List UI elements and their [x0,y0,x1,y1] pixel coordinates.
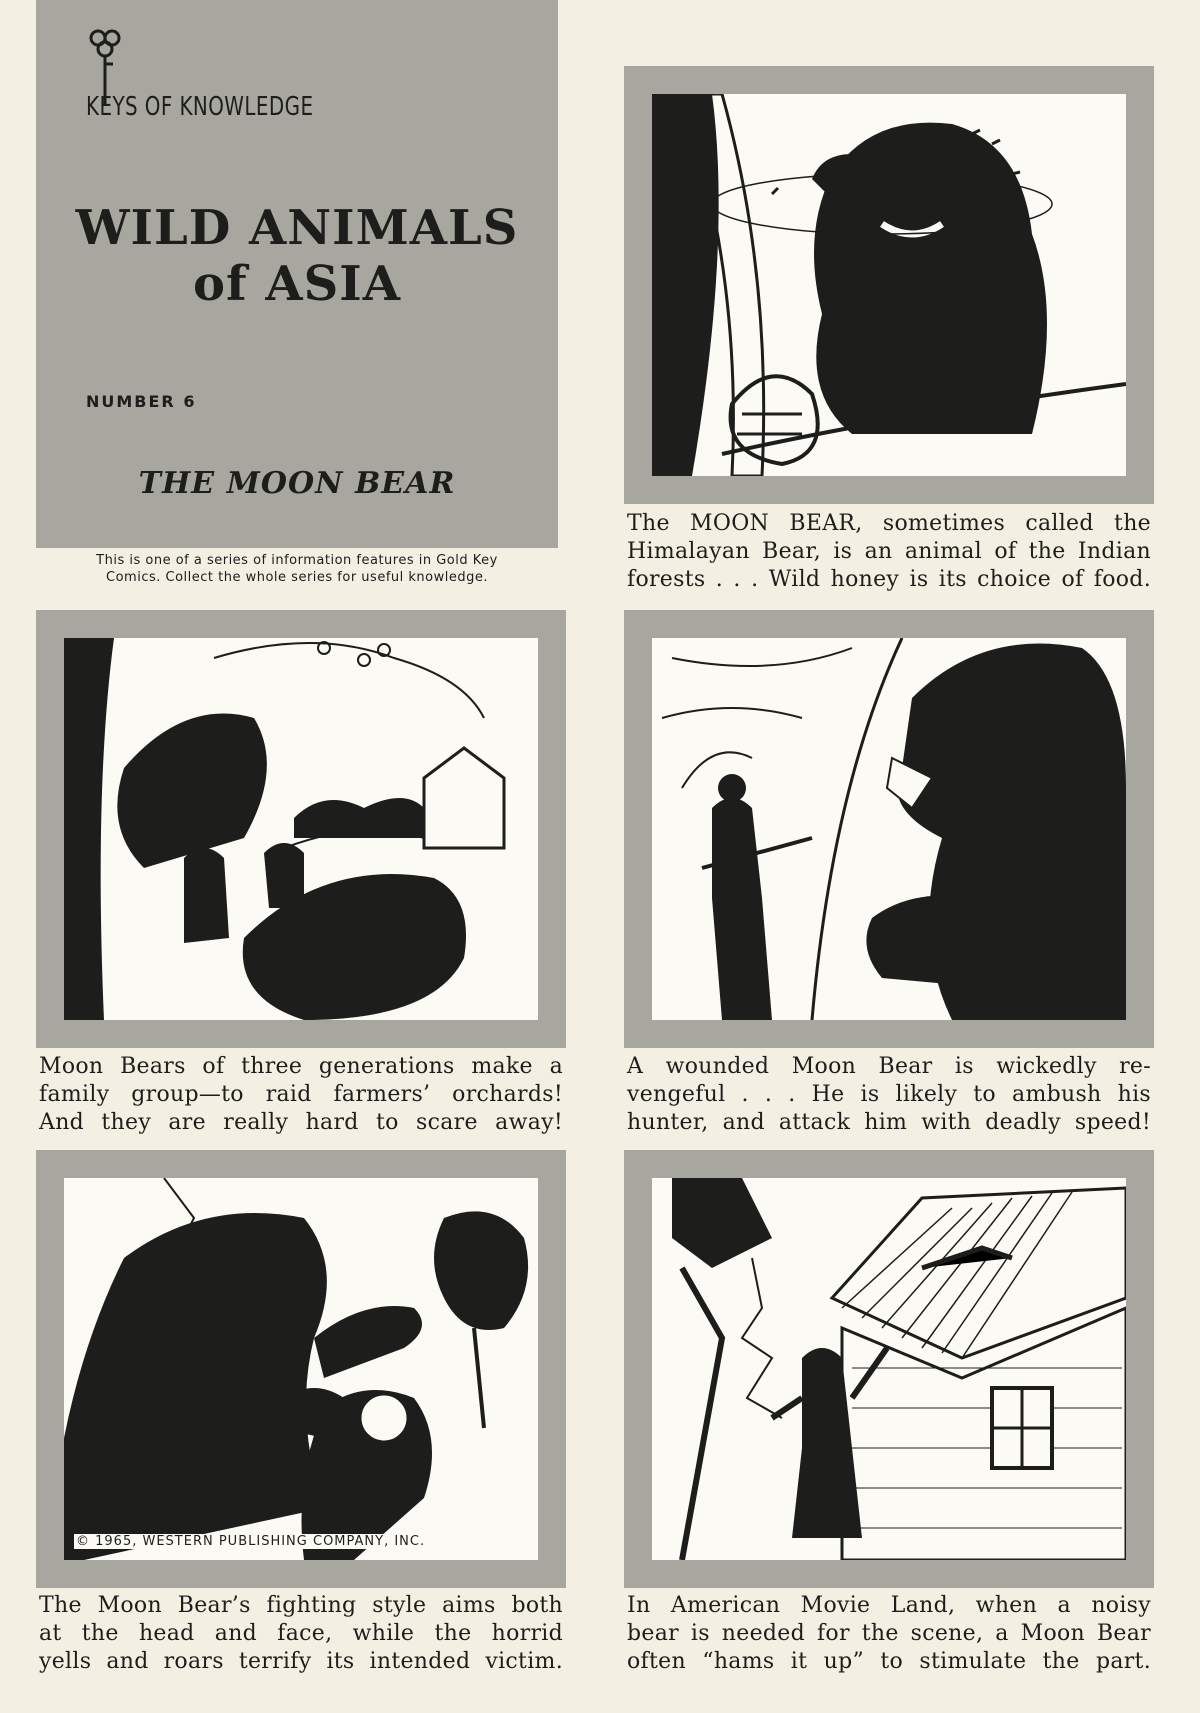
panel-1-frame [624,66,1154,504]
subtitle: THE MOON BEAR [138,466,456,501]
bear-ambush-illustration [652,638,1126,1020]
page-title [36,200,558,312]
panel-1-illustration [652,94,1126,476]
caption-line: In American Movie Land, when a noisy [627,1593,1151,1618]
panel-5-illustration [652,1178,1126,1560]
panel-5-caption [627,1592,1151,1676]
series-note [36,552,558,586]
caption-line: And they are really hard to scare away! [39,1110,563,1135]
panel-2-illustration [64,638,538,1020]
caption-line: forests . . . Wild honey is its choice of food. [627,567,1151,592]
panel-4-frame [36,1150,566,1588]
caption-line: Himalayan Bear, is an animal of the Indian [627,539,1151,564]
caption-line: Moon Bears of three generations make a [39,1054,563,1079]
note-line-1: This is one of a series of information features in Gold Key [96,553,498,568]
panel-2-caption [39,1053,563,1137]
caption-line: family group—to raid farmers’ orchards! [39,1082,563,1107]
panel-4-illustration [64,1178,538,1560]
caption-line: often “hams it up” to stimulate the part. [627,1649,1151,1674]
caption-line: The Moon Bear’s fighting style aims both [39,1593,563,1618]
panel-5-frame [624,1150,1154,1588]
series-name: KEYS OF KNOWLEDGE [86,92,314,122]
issue-number: NUMBER 6 [86,392,197,411]
note-line-2: Comics. Collect the whole series for useful knowledge. [106,570,488,585]
title-line-1: WILD ANIMALS [75,200,519,256]
bear-family-illustration [64,638,538,1020]
copyright-notice: © 1965, WESTERN PUBLISHING COMPANY, INC. [76,1534,426,1549]
caption-line: bear is needed for the scene, a Moon Bear [627,1621,1151,1646]
caption-line: at the head and face, while the horrid [39,1621,563,1646]
caption-line: A wounded Moon Bear is wickedly re- [627,1054,1151,1079]
panel-3-illustration [652,638,1126,1020]
panel-3-frame [624,610,1154,1048]
bear-attack-illustration [64,1178,538,1560]
panel-2-frame [36,610,566,1048]
panel-4-caption [39,1592,563,1676]
panel-3-caption [627,1053,1151,1137]
title-line-2: of ASIA [193,256,401,312]
caption-line: vengeful . . . He is likely to ambush his [627,1082,1151,1107]
bear-honey-illustration [652,94,1126,476]
caption-line: yells and roars terrify its intended victim. [39,1649,563,1674]
caption-line: hunter, and attack him with deadly speed! [627,1110,1151,1135]
caption-line: The MOON BEAR, sometimes called the [627,511,1151,536]
panel-1-caption [627,510,1151,594]
movie-set-illustration [652,1178,1126,1560]
